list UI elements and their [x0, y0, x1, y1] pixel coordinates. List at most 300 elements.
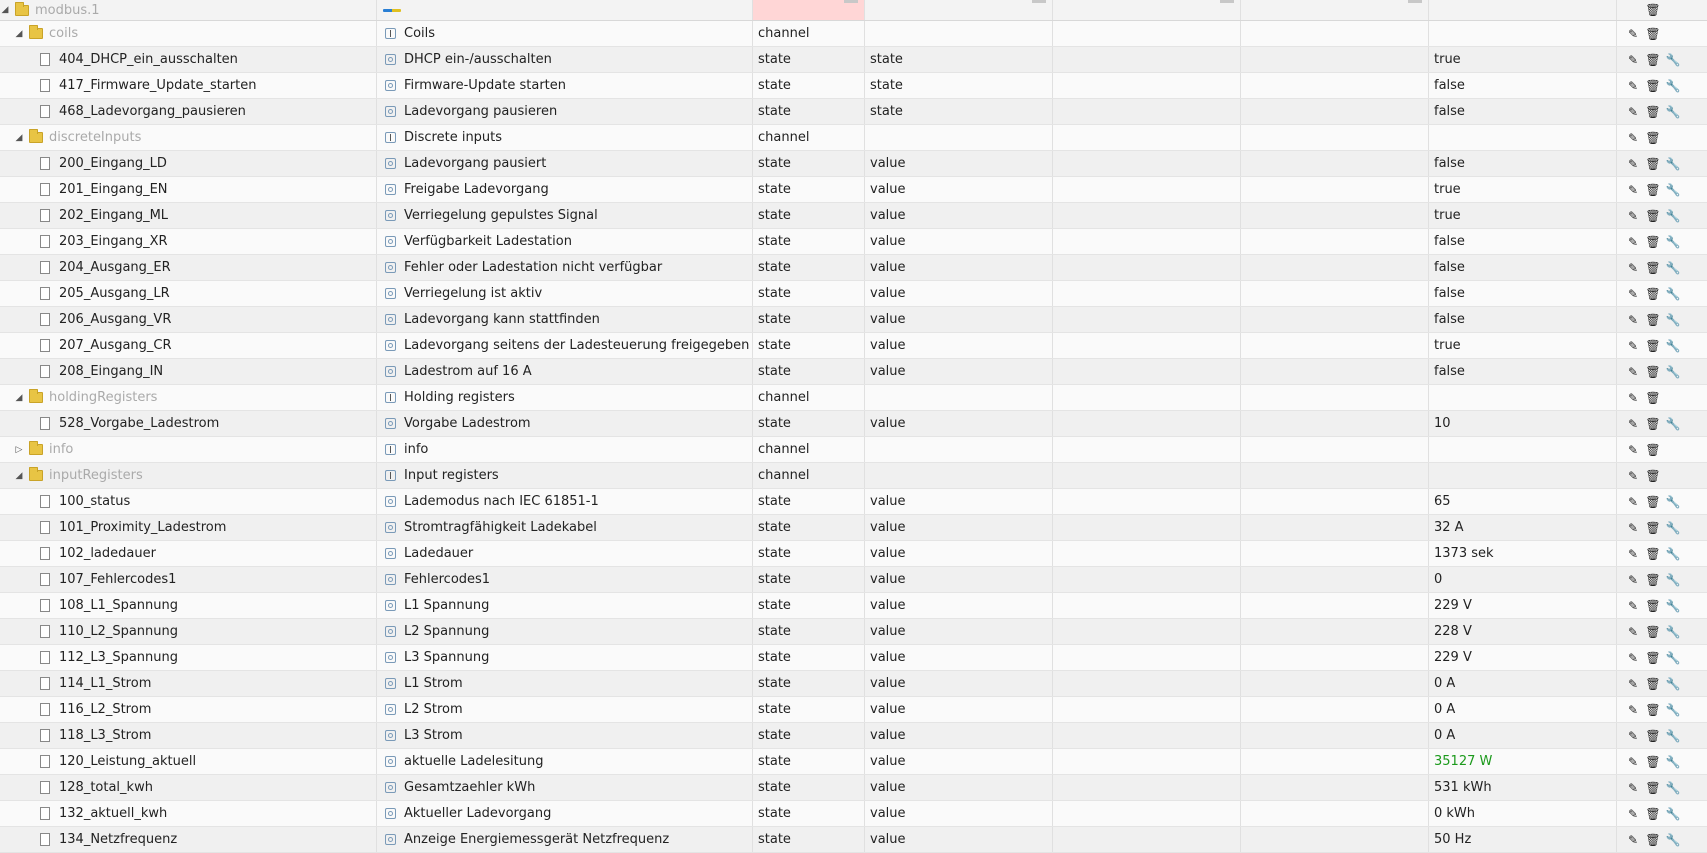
wrench-icon[interactable]: 🔧 — [1665, 312, 1681, 327]
delete-icon[interactable]: 🗑 — [1645, 520, 1661, 535]
object-type-cell — [753, 255, 865, 280]
room-cell[interactable] — [1053, 229, 1241, 254]
function-cell[interactable] — [1241, 177, 1429, 202]
function-cell[interactable] — [1241, 307, 1429, 332]
edit-icon[interactable]: ✎ — [1627, 676, 1639, 691]
room-cell[interactable] — [1053, 281, 1241, 306]
delete-icon[interactable]: 🗑 — [1645, 156, 1661, 171]
wrench-icon[interactable]: 🔧 — [1665, 520, 1681, 535]
actions-cell — [1617, 515, 1707, 540]
folder-row[interactable] — [0, 125, 1707, 151]
room-cell[interactable] — [1053, 47, 1241, 72]
function-cell[interactable] — [1241, 567, 1429, 592]
actions-cell — [1617, 385, 1707, 410]
function-cell[interactable] — [1241, 385, 1429, 410]
state-file-icon — [40, 495, 50, 508]
wrench-icon[interactable]: 🔧 — [1665, 78, 1681, 93]
folder-icon — [29, 28, 43, 39]
delete-icon[interactable]: 🗑 — [1645, 676, 1661, 691]
collapse-toggle-icon[interactable]: ◢ — [15, 470, 23, 481]
function-cell[interactable] — [1241, 671, 1429, 696]
value-cell[interactable] — [1429, 723, 1617, 748]
room-cell[interactable] — [1053, 21, 1241, 46]
edit-icon[interactable]: ✎ — [1627, 572, 1639, 587]
function-cell[interactable] — [1241, 229, 1429, 254]
state-value: 229 V — [1434, 598, 1472, 613]
function-cell[interactable] — [1241, 723, 1429, 748]
root-func-cell — [1241, 0, 1429, 20]
delete-icon[interactable]: 🗑 — [1645, 78, 1661, 93]
state-row[interactable] — [0, 645, 1707, 671]
state-icon — [385, 782, 396, 793]
delete-icon[interactable]: 🗑 — [1645, 624, 1661, 639]
function-cell[interactable] — [1241, 437, 1429, 462]
function-cell[interactable] — [1241, 593, 1429, 618]
delete-icon[interactable]: 🗑 — [1645, 104, 1661, 119]
function-cell[interactable] — [1241, 645, 1429, 670]
state-icon — [385, 418, 396, 429]
object-name: Aktueller Ladevorgang — [404, 806, 552, 821]
value-cell[interactable] — [1429, 671, 1617, 696]
object-role: value — [870, 650, 906, 665]
object-id-cell — [0, 593, 377, 618]
state-row[interactable] — [0, 99, 1707, 125]
state-value: 10 — [1434, 416, 1451, 431]
edit-icon[interactable]: ✎ — [1627, 208, 1639, 223]
wrench-icon[interactable]: 🔧 — [1665, 598, 1681, 613]
function-cell[interactable] — [1241, 151, 1429, 176]
folder-row[interactable] — [0, 463, 1707, 489]
edit-icon[interactable]: ✎ — [1627, 312, 1639, 327]
root-role-cell — [865, 0, 1053, 20]
state-row[interactable] — [0, 541, 1707, 567]
function-cell[interactable] — [1241, 697, 1429, 722]
value-cell[interactable] — [1429, 827, 1617, 852]
function-cell[interactable] — [1241, 359, 1429, 384]
value-cell[interactable] — [1429, 645, 1617, 670]
room-cell[interactable] — [1053, 697, 1241, 722]
wrench-icon[interactable]: 🔧 — [1665, 338, 1681, 353]
edit-icon[interactable]: ✎ — [1627, 832, 1639, 847]
state-row[interactable] — [0, 775, 1707, 801]
room-cell[interactable] — [1053, 437, 1241, 462]
delete-icon[interactable]: 🗑 — [1645, 754, 1661, 769]
delete-icon[interactable]: 🗑 — [1645, 806, 1661, 821]
room-cell[interactable] — [1053, 827, 1241, 852]
wrench-icon[interactable]: 🔧 — [1665, 780, 1681, 795]
value-cell[interactable] — [1429, 281, 1617, 306]
edit-icon[interactable]: ✎ — [1627, 468, 1639, 483]
delete-icon[interactable]: 🗑 — [1645, 364, 1661, 379]
delete-icon[interactable]: 🗑 — [1645, 182, 1661, 197]
delete-icon[interactable]: 🗑 — [1645, 780, 1661, 795]
state-file-icon — [40, 521, 50, 534]
object-type-cell — [753, 515, 865, 540]
state-row[interactable] — [0, 801, 1707, 827]
object-name: Holding registers — [404, 390, 515, 405]
function-cell[interactable] — [1241, 619, 1429, 644]
delete-icon[interactable]: 🗑 — [1645, 572, 1661, 587]
function-cell[interactable] — [1241, 827, 1429, 852]
object-role: state — [870, 104, 903, 119]
state-file-icon — [40, 547, 50, 560]
edit-icon[interactable]: ✎ — [1627, 78, 1639, 93]
delete-icon[interactable]: 🗑 — [1645, 26, 1661, 41]
collapse-toggle-icon[interactable]: ◢ — [15, 392, 23, 403]
state-icon — [385, 834, 396, 845]
value-cell[interactable] — [1429, 229, 1617, 254]
object-name: Anzeige Energiemessgerät Netzfrequenz — [404, 832, 670, 847]
state-row[interactable] — [0, 151, 1707, 177]
value-cell[interactable] — [1429, 333, 1617, 358]
state-row[interactable] — [0, 489, 1707, 515]
state-file-icon — [40, 261, 50, 274]
function-cell[interactable] — [1241, 73, 1429, 98]
delete-icon[interactable]: 🗑 — [1645, 728, 1661, 743]
room-cell[interactable] — [1053, 151, 1241, 176]
function-cell[interactable] — [1241, 489, 1429, 514]
value-cell[interactable] — [1429, 73, 1617, 98]
value-cell[interactable] — [1429, 567, 1617, 592]
value-cell[interactable] — [1429, 307, 1617, 332]
state-id: 108_L1_Spannung — [59, 598, 179, 613]
wrench-icon[interactable]: 🔧 — [1665, 650, 1681, 665]
state-value: 531 kWh — [1434, 780, 1492, 795]
collapse-toggle-icon[interactable]: ◢ — [15, 132, 23, 143]
folder-id: info — [49, 442, 74, 457]
delete-icon[interactable]: 🗑 — [1645, 312, 1661, 327]
wrench-icon[interactable]: 🔧 — [1665, 156, 1681, 171]
object-name-cell — [377, 359, 753, 384]
value-cell[interactable] — [1429, 203, 1617, 228]
edit-icon[interactable]: ✎ — [1627, 52, 1639, 67]
object-type-cell — [753, 593, 865, 618]
wrench-icon[interactable]: 🔧 — [1665, 546, 1681, 561]
object-id-cell — [0, 229, 377, 254]
function-cell[interactable] — [1241, 801, 1429, 826]
value-cell[interactable] — [1429, 515, 1617, 540]
folder-row[interactable] — [0, 437, 1707, 463]
delete-icon[interactable]: 🗑 — [1645, 832, 1661, 847]
delete-icon[interactable]: 🗑 — [1645, 598, 1661, 613]
state-id: 201_Eingang_EN — [59, 182, 168, 197]
root-row[interactable] — [0, 0, 1707, 21]
function-cell[interactable] — [1241, 255, 1429, 280]
wrench-icon[interactable]: 🔧 — [1665, 286, 1681, 301]
room-cell[interactable] — [1053, 73, 1241, 98]
delete-icon[interactable]: 🗑 — [1645, 702, 1661, 717]
edit-icon[interactable]: ✎ — [1627, 130, 1639, 145]
edit-icon[interactable]: ✎ — [1627, 338, 1639, 353]
room-cell[interactable] — [1053, 463, 1241, 488]
wrench-icon[interactable]: 🔧 — [1665, 260, 1681, 275]
state-row[interactable] — [0, 177, 1707, 203]
edit-icon[interactable]: ✎ — [1627, 650, 1639, 665]
edit-icon[interactable]: ✎ — [1627, 156, 1639, 171]
state-id: 118_L3_Strom — [59, 728, 152, 743]
delete-icon[interactable]: 🗑 — [1645, 52, 1661, 67]
room-cell[interactable] — [1053, 775, 1241, 800]
root-type-cell — [753, 0, 865, 20]
state-file-icon — [40, 703, 50, 716]
state-row[interactable] — [0, 307, 1707, 333]
state-row[interactable] — [0, 723, 1707, 749]
wrench-icon[interactable]: 🔧 — [1665, 494, 1681, 509]
object-id-cell — [0, 697, 377, 722]
room-cell[interactable] — [1053, 255, 1241, 280]
object-name-cell — [377, 73, 753, 98]
edit-icon[interactable]: ✎ — [1627, 520, 1639, 535]
object-role: value — [870, 312, 906, 327]
state-icon — [385, 626, 396, 637]
delete-icon[interactable]: 🗑 — [1645, 442, 1661, 457]
value-cell[interactable] — [1429, 775, 1617, 800]
room-cell[interactable] — [1053, 489, 1241, 514]
room-cell[interactable] — [1053, 177, 1241, 202]
actions-cell — [1617, 567, 1707, 592]
object-role: value — [870, 546, 906, 561]
delete-icon[interactable]: 🗑 — [1645, 390, 1661, 405]
wrench-icon[interactable]: 🔧 — [1665, 702, 1681, 717]
value-cell[interactable] — [1429, 593, 1617, 618]
delete-icon[interactable]: 🗑 — [1645, 3, 1661, 17]
object-name: Freigabe Ladevorgang — [404, 182, 549, 197]
wrench-icon[interactable]: 🔧 — [1665, 364, 1681, 379]
edit-icon[interactable]: ✎ — [1627, 234, 1639, 249]
room-cell[interactable] — [1053, 723, 1241, 748]
wrench-icon[interactable]: 🔧 — [1665, 832, 1681, 847]
room-cell[interactable] — [1053, 385, 1241, 410]
edit-icon[interactable]: ✎ — [1627, 416, 1639, 431]
function-cell[interactable] — [1241, 99, 1429, 124]
object-name: Verfügbarkeit Ladestation — [404, 234, 572, 249]
state-file-icon — [40, 781, 50, 794]
actions-cell — [1617, 775, 1707, 800]
wrench-icon[interactable]: 🔧 — [1665, 234, 1681, 249]
object-type-cell — [753, 489, 865, 514]
room-cell[interactable] — [1053, 567, 1241, 592]
state-row[interactable] — [0, 827, 1707, 853]
state-row[interactable] — [0, 229, 1707, 255]
object-type: state — [758, 494, 791, 509]
expand-toggle-icon[interactable]: ▷ — [15, 444, 23, 455]
edit-icon[interactable]: ✎ — [1627, 260, 1639, 275]
folder-row[interactable] — [0, 385, 1707, 411]
object-name-cell — [377, 411, 753, 436]
state-row[interactable] — [0, 255, 1707, 281]
state-file-icon — [40, 729, 50, 742]
state-icon — [385, 808, 396, 819]
wrench-icon[interactable]: 🔧 — [1665, 572, 1681, 587]
function-cell[interactable] — [1241, 203, 1429, 228]
collapse-toggle-icon[interactable]: ◢ — [15, 28, 23, 39]
state-icon — [385, 288, 396, 299]
edit-icon[interactable]: ✎ — [1627, 364, 1639, 379]
state-row[interactable] — [0, 697, 1707, 723]
folder-id: coils — [49, 26, 79, 41]
wrench-icon[interactable]: 🔧 — [1665, 104, 1681, 119]
state-icon — [385, 262, 396, 273]
state-row[interactable] — [0, 593, 1707, 619]
edit-icon[interactable]: ✎ — [1627, 806, 1639, 821]
value-cell[interactable] — [1429, 177, 1617, 202]
edit-icon[interactable]: ✎ — [1627, 598, 1639, 613]
edit-icon[interactable]: ✎ — [1627, 624, 1639, 639]
state-row[interactable] — [0, 411, 1707, 437]
delete-icon[interactable]: 🗑 — [1645, 416, 1661, 431]
object-type: state — [758, 780, 791, 795]
state-file-icon — [40, 79, 50, 92]
object-type: state — [758, 832, 791, 847]
edit-icon[interactable]: ✎ — [1627, 780, 1639, 795]
state-row[interactable] — [0, 567, 1707, 593]
value-cell[interactable] — [1429, 697, 1617, 722]
value-cell[interactable] — [1429, 359, 1617, 384]
wrench-icon[interactable]: 🔧 — [1665, 52, 1681, 67]
room-cell[interactable] — [1053, 645, 1241, 670]
edit-icon[interactable]: ✎ — [1627, 442, 1639, 457]
edit-icon[interactable]: ✎ — [1627, 728, 1639, 743]
object-role: value — [870, 234, 906, 249]
room-cell[interactable] — [1053, 125, 1241, 150]
value-cell[interactable] — [1429, 47, 1617, 72]
value-cell[interactable] — [1429, 151, 1617, 176]
value-cell[interactable] — [1429, 99, 1617, 124]
state-row[interactable] — [0, 359, 1707, 385]
wrench-icon[interactable]: 🔧 — [1665, 182, 1681, 197]
object-type-cell — [753, 177, 865, 202]
object-id-cell — [0, 307, 377, 332]
function-cell[interactable] — [1241, 515, 1429, 540]
room-cell[interactable] — [1053, 359, 1241, 384]
function-cell[interactable] — [1241, 333, 1429, 358]
state-id: 204_Ausgang_ER — [59, 260, 171, 275]
delete-icon[interactable]: 🗑 — [1645, 650, 1661, 665]
wrench-icon[interactable]: 🔧 — [1665, 806, 1681, 821]
state-id: 134_Netzfrequenz — [59, 832, 178, 847]
wrench-icon[interactable]: 🔧 — [1665, 416, 1681, 431]
wrench-icon[interactable]: 🔧 — [1665, 728, 1681, 743]
function-cell[interactable] — [1241, 541, 1429, 566]
value-cell[interactable] — [1429, 489, 1617, 514]
delete-icon[interactable]: 🗑 — [1645, 494, 1661, 509]
room-cell[interactable] — [1053, 801, 1241, 826]
object-role-cell — [865, 385, 1053, 410]
object-id-cell — [0, 645, 377, 670]
object-id-cell — [0, 47, 377, 72]
value-cell[interactable] — [1429, 255, 1617, 280]
function-cell[interactable] — [1241, 411, 1429, 436]
state-row[interactable] — [0, 203, 1707, 229]
object-role: value — [870, 156, 906, 171]
function-cell[interactable] — [1241, 281, 1429, 306]
edit-icon[interactable]: ✎ — [1627, 546, 1639, 561]
state-row[interactable] — [0, 281, 1707, 307]
function-cell[interactable] — [1241, 47, 1429, 72]
function-cell[interactable] — [1241, 775, 1429, 800]
state-id: 114_L1_Strom — [59, 676, 152, 691]
delete-icon[interactable]: 🗑 — [1645, 338, 1661, 353]
state-row[interactable] — [0, 619, 1707, 645]
state-icon — [385, 704, 396, 715]
value-cell — [1429, 21, 1617, 46]
value-cell[interactable] — [1429, 801, 1617, 826]
folder-row[interactable] — [0, 21, 1707, 47]
room-cell[interactable] — [1053, 671, 1241, 696]
delete-icon[interactable]: 🗑 — [1645, 130, 1661, 145]
value-cell[interactable] — [1429, 411, 1617, 436]
delete-icon[interactable]: 🗑 — [1645, 208, 1661, 223]
delete-icon[interactable]: 🗑 — [1645, 260, 1661, 275]
room-cell[interactable] — [1053, 99, 1241, 124]
function-cell[interactable] — [1241, 125, 1429, 150]
edit-icon[interactable]: ✎ — [1627, 26, 1639, 41]
object-role-cell — [865, 229, 1053, 254]
wrench-icon[interactable]: 🔧 — [1665, 676, 1681, 691]
object-name: DHCP ein-/ausschalten — [404, 52, 552, 67]
collapse-toggle-icon[interactable]: ◢ — [1, 5, 9, 15]
room-cell[interactable] — [1053, 593, 1241, 618]
object-role-cell — [865, 723, 1053, 748]
wrench-icon[interactable]: 🔧 — [1665, 624, 1681, 639]
edit-icon[interactable]: ✎ — [1627, 182, 1639, 197]
value-cell[interactable] — [1429, 619, 1617, 644]
room-cell[interactable] — [1053, 515, 1241, 540]
object-type-cell — [753, 437, 865, 462]
delete-icon[interactable]: 🗑 — [1645, 286, 1661, 301]
actions-cell — [1617, 541, 1707, 566]
room-cell[interactable] — [1053, 307, 1241, 332]
room-cell[interactable] — [1053, 749, 1241, 774]
value-cell[interactable] — [1429, 749, 1617, 774]
state-value: 65 — [1434, 494, 1451, 509]
room-cell[interactable] — [1053, 619, 1241, 644]
state-row[interactable] — [0, 47, 1707, 73]
delete-icon[interactable]: 🗑 — [1645, 234, 1661, 249]
edit-icon[interactable]: ✎ — [1627, 494, 1639, 509]
room-cell[interactable] — [1053, 333, 1241, 358]
object-type: state — [758, 104, 791, 119]
edit-icon[interactable]: ✎ — [1627, 286, 1639, 301]
edit-icon[interactable]: ✎ — [1627, 104, 1639, 119]
edit-icon[interactable]: ✎ — [1627, 390, 1639, 405]
state-file-icon — [40, 417, 50, 430]
edit-icon[interactable]: ✎ — [1627, 754, 1639, 769]
actions-cell — [1617, 177, 1707, 202]
edit-icon[interactable]: ✎ — [1627, 702, 1639, 717]
delete-icon[interactable]: 🗑 — [1645, 468, 1661, 483]
state-row[interactable] — [0, 333, 1707, 359]
function-cell[interactable] — [1241, 21, 1429, 46]
object-id-cell — [0, 671, 377, 696]
function-cell[interactable] — [1241, 749, 1429, 774]
room-cell[interactable] — [1053, 411, 1241, 436]
state-row[interactable] — [0, 515, 1707, 541]
room-cell[interactable] — [1053, 203, 1241, 228]
object-role: value — [870, 286, 906, 301]
wrench-icon[interactable]: 🔧 — [1665, 208, 1681, 223]
function-cell[interactable] — [1241, 463, 1429, 488]
value-cell[interactable] — [1429, 541, 1617, 566]
room-cell[interactable] — [1053, 541, 1241, 566]
wrench-icon[interactable]: 🔧 — [1665, 754, 1681, 769]
delete-icon[interactable]: 🗑 — [1645, 546, 1661, 561]
state-file-icon — [40, 209, 50, 222]
state-row[interactable] — [0, 73, 1707, 99]
state-row[interactable] — [0, 749, 1707, 775]
state-row[interactable] — [0, 671, 1707, 697]
object-name: aktuelle Ladelesitung — [404, 754, 544, 769]
